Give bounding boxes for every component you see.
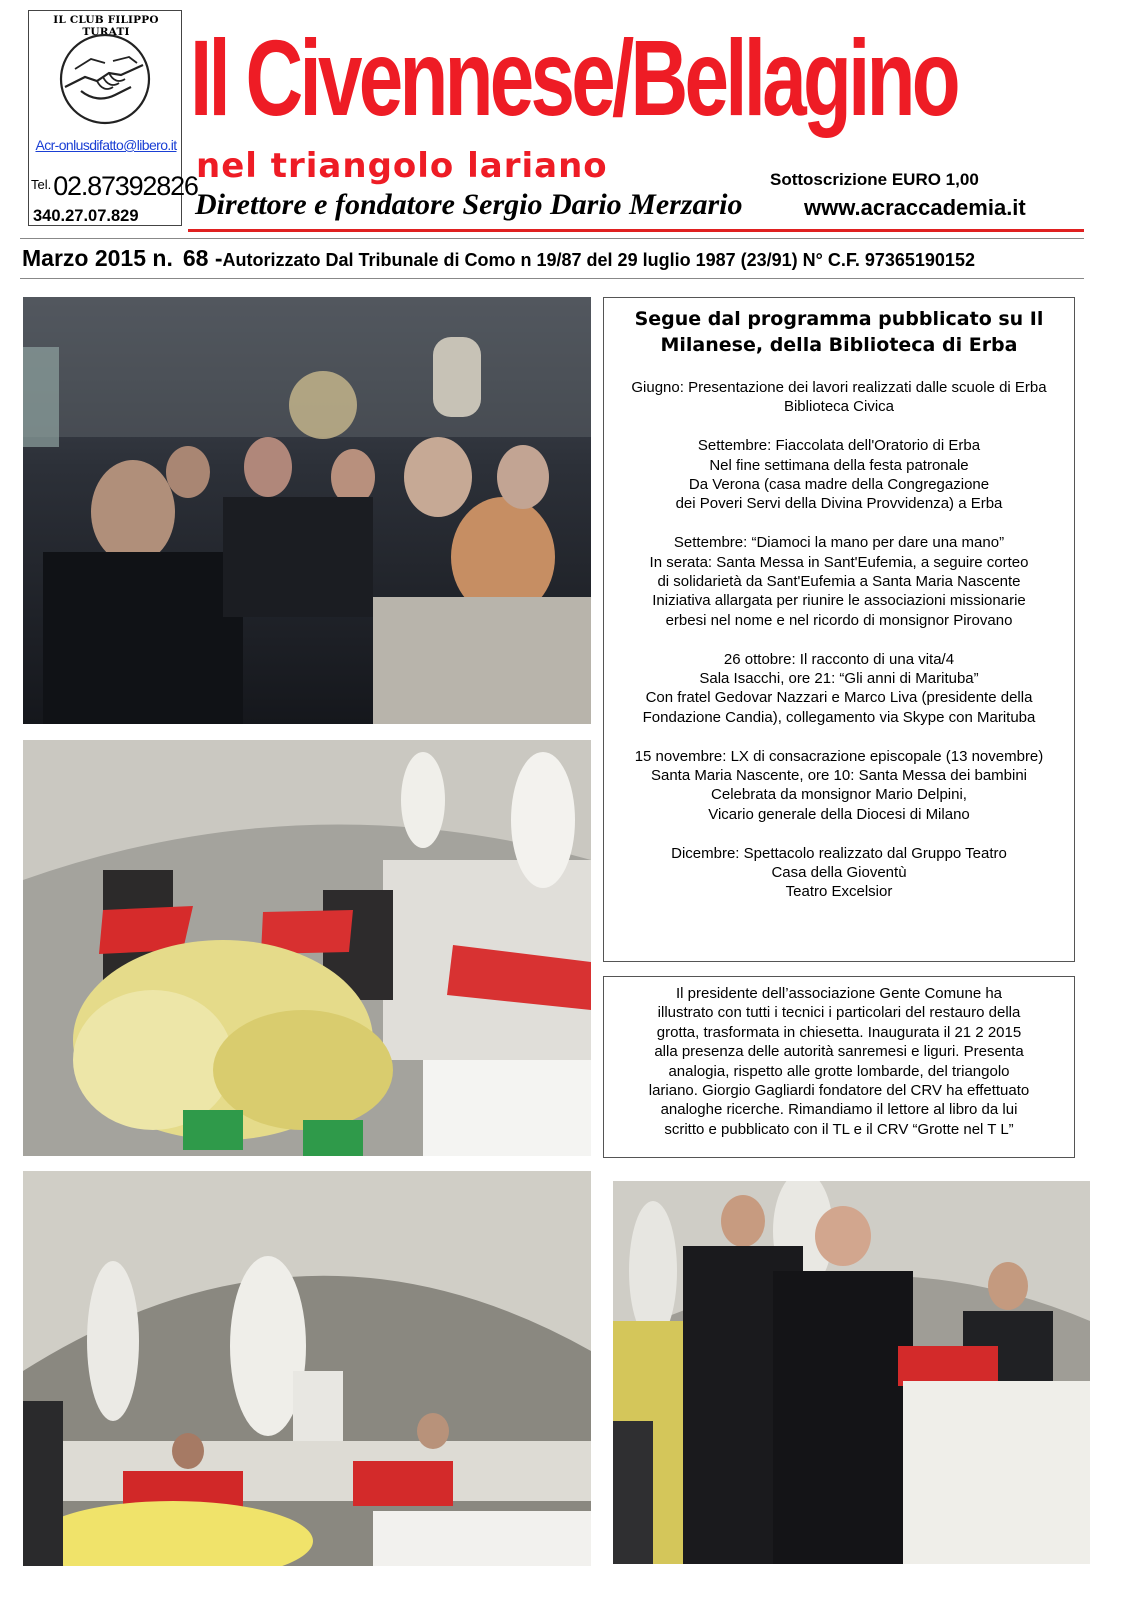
note-line: analoghe ricerche. Rimandiamo il lettore al libro da lui	[660, 1101, 1018, 1119]
entry-line: Santa Maria Nascente, ore 10: Santa Messa dei bambini	[650, 767, 1028, 785]
note-line: alla presenza delle autorità sanremesi e liguri. Presenta	[654, 1043, 1024, 1061]
club-name: IL CLUB FILIPPO TURATI	[53, 14, 159, 38]
program-entry-giugno	[604, 378, 1074, 417]
website-link[interactable]: www.acraccademia.it	[804, 195, 1026, 220]
program-entry-settembre-diamoci-la-mano	[604, 533, 1074, 630]
note-line: scritto e pubblicato con il TL e il CRV “Grotte nel T L”	[664, 1120, 1014, 1138]
photo-statues-in-grotto	[23, 1171, 591, 1566]
newspaper-title: Il Civennese/Bellagino	[190, 17, 957, 138]
entry-line: dei Poveri Servi della Divina Provvidenza) a Erba	[675, 495, 1003, 513]
entry-line: Biblioteca Civica	[783, 398, 895, 416]
entry-line: 15 novembre: LX di consacrazione episcopale (13 novembre)	[634, 747, 1044, 765]
program-title	[604, 306, 1074, 358]
entry-line: Nel fine settimana della festa patronale	[709, 456, 969, 474]
entry-line: Iniziativa allargata per riunire le associazioni missionarie	[652, 592, 1026, 610]
program-entry-dicembre	[604, 844, 1074, 902]
entry-line: Dicembre: Spettacolo realizzato dal Gruppo Teatro Casa della Gioventù	[671, 844, 1007, 882]
issue-date: Marzo 2015 n.	[22, 245, 173, 271]
photo-audience-in-grotto	[23, 297, 591, 724]
club-mobile-number: 340.27.07.829	[33, 207, 139, 225]
entry-line: Giugno: Presentazione dei lavori realizzati dalle scuole di Erba	[631, 379, 1047, 396]
restoration-note-box	[603, 976, 1075, 1158]
masthead-divider	[188, 229, 1084, 232]
program-entry-15-novembre	[604, 747, 1074, 825]
entry-line: Celebrata da monsignor Mario Delpini,	[711, 786, 967, 804]
issue-line-top-rule	[20, 238, 1084, 239]
entry-line: Vicario generale della Diocesi di Milano	[708, 805, 970, 823]
program-box	[603, 297, 1075, 962]
issue-line-bottom-rule	[20, 278, 1084, 279]
entry-line: Da Verona (casa madre della Congregazione	[688, 476, 990, 494]
entry-line: Settembre: “Diamoci la mano per dare una mano”	[673, 534, 1005, 552]
note-line: illustrato con tutti i tecnici i particolari del restauro della	[657, 1004, 1021, 1022]
note-line: grotta, trasformata in chiesetta. Inaugurata il 21 2 2015	[656, 1023, 1022, 1041]
club-email-link[interactable]: Acr-onlusdifatto@libero.it	[35, 137, 177, 153]
entry-line: Settembre: Fiaccolata dell'Oratorio di Erba	[697, 437, 981, 455]
note-line: analogia, rispetto alle grotte lombarde, del triangolo	[668, 1062, 1010, 1080]
director-line: Direttore e fondatore Sergio Dario Merzario	[195, 188, 743, 221]
handshake-icon	[51, 29, 159, 129]
note-line: Il presidente dell’associazione Gente Comune ha	[675, 985, 1003, 1002]
entry-line: Teatro Excelsior	[785, 883, 893, 901]
newspaper-subtitle: nel triangolo lariano	[196, 146, 608, 186]
program-title-line: Milanese, della Biblioteca di Erba	[660, 334, 1018, 356]
club-telephone	[31, 171, 198, 202]
photo-speakers-at-altar	[613, 1181, 1090, 1564]
note-line: lariano. Giorgio Gagliardi fondatore del CRV ha effettuato	[648, 1082, 1030, 1100]
program-title-line: Segue dal programma pubblicato su Il	[634, 308, 1044, 330]
entry-line: In serata: Santa Messa in Sant'Eufemia, a seguire corteo	[649, 553, 1029, 571]
entry-line: 26 ottobre: Il racconto di una vita/4	[723, 650, 955, 668]
issue-info-line	[22, 245, 975, 272]
telephone-number: 02.87392826	[53, 171, 198, 201]
program-entry-26-ottobre	[604, 650, 1074, 728]
entry-line: erbesi nel nome e nel ricordo di monsignor Pirovano	[665, 611, 1013, 629]
entry-line: di solidarietà da Sant'Eufemia a Santa Maria Nascente	[657, 573, 1021, 591]
photo-altar-with-musicians	[23, 740, 591, 1156]
subscription-price: Sottoscrizione EURO 1,00	[770, 170, 979, 189]
entry-line: Sala Isacchi, ore 21: “Gli anni di Marituba”	[699, 670, 979, 688]
telephone-label: Tel.	[31, 177, 52, 192]
entry-line: Con fratel Gedovar Nazzari e Marco Liva (presidente della Fondazione Candia), collegamento via Skype con Marituba	[642, 689, 1036, 726]
program-entry-settembre-fiaccolata	[604, 436, 1074, 514]
club-logo	[28, 10, 198, 226]
issue-number: 68 -	[182, 245, 223, 271]
issue-authorization: Autorizzato Dal Tribunale di Como n 19/87 del 29 luglio 1987 (23/91) N° C.F. 97365190152	[222, 250, 975, 270]
